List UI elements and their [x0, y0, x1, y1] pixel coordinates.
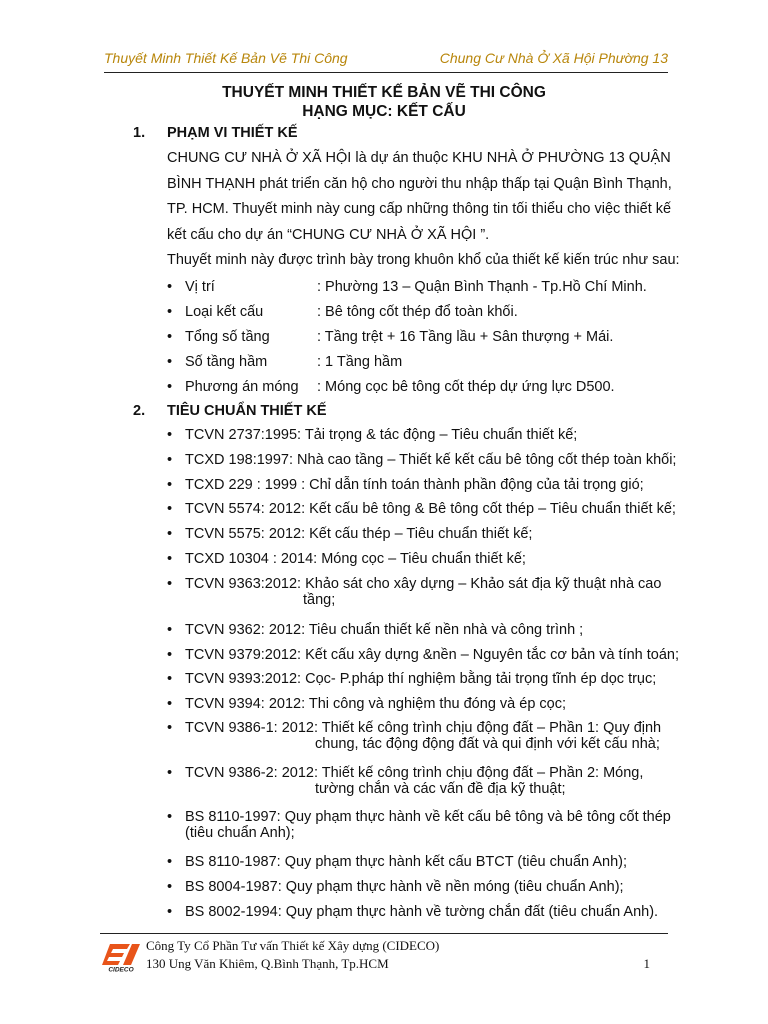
bullet-icon: • [167, 904, 173, 920]
property-label: Loại kết cấu [185, 304, 264, 320]
outline-sentence: Thuyết minh này được trình bày trong khuôn khổ của thiết kế kiến trúc như sau: [167, 252, 680, 268]
standard-text-continued: tầng; [303, 592, 336, 608]
bullet-icon: • [167, 354, 173, 370]
standard-item [167, 477, 667, 493]
cideco-logo-icon [100, 942, 142, 972]
bullet-icon: • [167, 452, 173, 468]
standard-item [167, 427, 667, 443]
bullet-icon: • [167, 696, 173, 712]
bullet-icon: • [167, 622, 173, 638]
bullet-icon: • [167, 304, 173, 320]
standard-text: TCVN 9379:2012: Kết cấu xây dựng &nền – Nguyên tắc cơ bản và tính toán; [185, 647, 679, 663]
standard-item [167, 671, 667, 687]
standard-text-continued: chung, tác động động đất và qui định với kết cấu nhà; [315, 736, 660, 752]
property-label: Vị trí [185, 279, 215, 295]
standard-text: TCVN 9386-2: 2012: Thiết kế công trình chịu động đất – Phần 2: Móng, [185, 765, 644, 781]
standard-item [167, 576, 667, 608]
bullet-icon: • [167, 477, 173, 493]
standard-item [167, 879, 667, 895]
bullet-icon: • [167, 809, 173, 825]
standard-item [167, 551, 667, 567]
standard-item [167, 809, 671, 841]
property-value: : 1 Tầng hầm [317, 354, 403, 370]
header-document-title: Thuyết Minh Thiết Kế Bản Vẽ Thi Công [104, 50, 348, 66]
standard-text-continued: tường chắn và các vấn đề địa kỹ thuật; [315, 781, 566, 797]
bullet-icon: • [167, 647, 173, 663]
bullet-icon: • [167, 279, 173, 295]
standard-item [167, 647, 679, 663]
intro-line: CHUNG CƯ NHÀ Ở XÃ HỘI là dự án thuộc KHU NHÀ Ở PHƯỜNG 13 QUẬN [167, 150, 671, 166]
bullet-icon: • [167, 551, 173, 567]
property-value: : Bê tông cốt thép đổ toàn khối. [317, 304, 518, 320]
footer-company-name: Công Ty Cổ Phần Tư vấn Thiết kế Xây dựng (CIDECO) [146, 938, 440, 953]
bullet-icon: • [167, 379, 173, 395]
bullet-icon: • [167, 671, 173, 687]
standard-text: TCVN 2737:1995: Tải trọng & tác động – Tiêu chuẩn thiết kế; [185, 427, 578, 443]
standard-text: TCVN 9394: 2012: Thi công và nghiệm thu đóng và ép cọc; [185, 696, 567, 712]
property-value: : Móng cọc bê tông cốt thép dự ứng lực D500. [317, 379, 615, 395]
bullet-icon: • [167, 720, 173, 736]
page-number: 1 [643, 956, 650, 971]
standard-text: BS 8110-1987: Quy phạm thực hành kết cấu BTCT (tiêu chuẩn Anh); [185, 854, 628, 870]
bullet-icon: • [167, 329, 173, 345]
standard-text: TCVN 9393:2012: Cọc- P.pháp thí nghiệm bằng tải trọng tĩnh ép dọc trục; [185, 671, 657, 687]
section-2-title: TIÊU CHUẨN THIẾT KẾ [167, 403, 327, 419]
standard-item [167, 452, 677, 468]
bullet-icon: • [167, 765, 173, 781]
standard-text: TCXD 229 : 1999 : Chỉ dẫn tính toán thành phần động của tải trọng gió; [185, 477, 644, 493]
standard-item [167, 526, 667, 542]
header-project-name: Chung Cư Nhà Ở Xã Hội Phường 13 [439, 50, 668, 66]
standard-item [167, 501, 676, 517]
footer-address: 130 Ung Văn Khiêm, Q.Bình Thạnh, Tp.HCM [146, 956, 389, 971]
standard-text: TCVN 5575: 2012: Kết cấu thép – Tiêu chuẩn thiết kế; [185, 526, 533, 542]
intro-line: BÌNH THẠNH phát triển căn hộ cho người thu nhập thấp tại Quận Bình Thạnh, [167, 175, 672, 192]
bullet-icon: • [167, 854, 173, 870]
standard-text-continued: (tiêu chuẩn Anh); [185, 825, 295, 841]
section-1-title: PHẠM VI THIẾT KẾ [167, 125, 298, 141]
standard-text: BS 8110-1997: Quy phạm thực hành về kết cấu bê tông và bê tông cốt thép [185, 809, 671, 825]
property-label: Số tầng hầm [185, 354, 268, 370]
standard-text: TCXD 10304 : 2014: Móng cọc – Tiêu chuẩn thiết kế; [185, 551, 526, 567]
property-value: : Tầng trệt + 16 Tầng lầu + Sân thượng + Mái. [317, 329, 614, 345]
bullet-icon: • [167, 526, 173, 542]
standard-item [167, 854, 667, 870]
bullet-icon: • [167, 576, 173, 592]
page-header [104, 50, 668, 73]
property-value: : Phường 13 – Quận Bình Thạnh - Tp.Hồ Chí Minh. [317, 279, 647, 295]
section-1-number: 1. [133, 125, 146, 141]
standard-text: TCVN 9363:2012: Khảo sát cho xây dựng – Khảo sát địa kỹ thuật nhà cao [185, 576, 662, 592]
section-2-number: 2. [133, 403, 146, 419]
document-title: THUYẾT MINH THIẾT KẾ BẢN VẼ THI CÔNG [222, 84, 546, 101]
standard-item [167, 765, 667, 797]
bullet-icon: • [167, 427, 173, 443]
standard-text: TCVN 5574: 2012: Kết cấu bê tông & Bê tông cốt thép – Tiêu chuẩn thiết kế; [185, 501, 676, 517]
standard-text: BS 8004-1987: Quy phạm thực hành về nền móng (tiêu chuẩn Anh); [185, 879, 624, 895]
standard-item [167, 904, 667, 920]
intro-line: TP. HCM. Thuyết minh này cung cấp những thông tin tối thiểu cho việc thiết kế [167, 201, 672, 217]
intro-line: kết cấu cho dự án “CHUNG CƯ NHÀ Ở XÃ HỘI ”. [167, 226, 490, 243]
bullet-icon: • [167, 501, 173, 517]
page-footer [100, 933, 668, 972]
standard-text: BS 8002-1994: Quy phạm thực hành về tường chắn đất (tiêu chuẩn Anh). [185, 904, 659, 920]
standard-text: TCVN 9386-1: 2012: Thiết kế công trình chịu động đất – Phần 1: Quy định [185, 720, 662, 736]
standard-item [167, 622, 667, 638]
standard-text: TCVN 9362: 2012: Tiêu chuẩn thiết kế nền nhà và công trình ; [185, 622, 584, 638]
svg-text:CIDECO: CIDECO [108, 966, 134, 972]
property-label: Phương án móng [185, 379, 299, 395]
section-1-intro [167, 146, 680, 274]
bullet-icon: • [167, 879, 173, 895]
standard-item [167, 696, 667, 712]
property-label: Tổng số tầng [185, 329, 270, 345]
standard-item [167, 720, 667, 752]
standard-text: TCXD 198:1997: Nhà cao tầng – Thiết kế kết cấu bê tông cốt thép toàn khối; [185, 452, 677, 468]
document-subtitle: HẠNG MỤC: KẾT CẤU [302, 103, 466, 120]
